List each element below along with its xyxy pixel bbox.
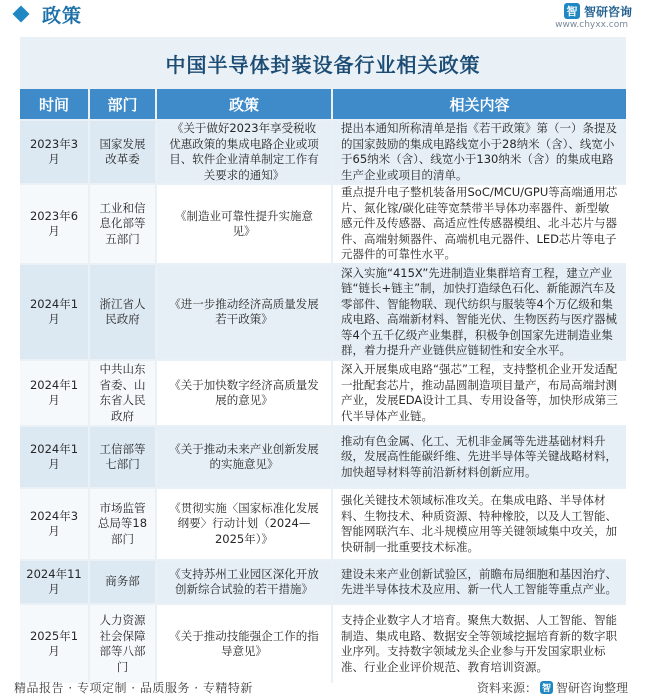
- table-row: [20, 183, 626, 263]
- source-credit: [477, 679, 628, 696]
- brand: [564, 3, 632, 19]
- cell-content: 深入实施“415X”先进制造业集群培育工程，建立产业链“链长+链主”制，加快打造绿色石化、新能源汽车及零部件、智能物联、现代纺织与服装等4个万亿级和集成电路、高端新材料、智能光伏、生物医药与医疗器械等4个五千亿级产业集群，积极争创国家先进制造业集群，着力提升产业链供应链韧性和安全水平。: [333, 265, 626, 359]
- table-row: [20, 603, 626, 683]
- cell-content: 支持企业数字人才培育。聚焦大数据、人工智能、智能制造、集成电路、数据安全等领域挖掘培育新的数字职业序列。支持数字领域龙头企业参与开发国家职业标准、行业企业评价规范、教育培训资源。: [333, 605, 626, 683]
- column-header-content: 相关内容: [333, 89, 626, 119]
- cell-content: 深入开展集成电路“强芯”工程，支持整机企业开发适配一批配套芯片，推动晶圆制造项目量产，布局高端封测产业，发展EDA设计工具、专用设备等，加快形成第三代半导体产业链。: [333, 361, 626, 425]
- cell-time: 2025年1月: [20, 605, 90, 683]
- cell-time: 2023年6月: [20, 185, 90, 263]
- table-row: [20, 425, 626, 487]
- source-logo-icon: 智: [540, 681, 553, 694]
- section-title: 政策: [42, 5, 83, 27]
- cell-time: 2024年1月: [20, 265, 90, 359]
- cell-time: 2024年1月: [20, 361, 90, 425]
- diamond-icon: [13, 6, 30, 23]
- column-header-time: 时间: [20, 89, 90, 119]
- cell-dept: 工业和信息化部等五部门: [90, 185, 157, 263]
- cell-dept: 国家发展改革委: [90, 121, 157, 183]
- cell-dept: 浙江省人民政府: [90, 265, 157, 359]
- cell-time: 2024年3月: [20, 489, 90, 559]
- table-row: [20, 559, 626, 603]
- cell-policy: 《关于推动技能强企工作的指导意见》: [157, 605, 333, 683]
- source-label: 资料来源：: [476, 681, 537, 695]
- cell-content: 推动有色金属、化工、无机非金属等先进基础材料升级，发展高性能碳纤维、先进半导体等关键战略材料，加快超导材料等前沿新材料创新应用。: [333, 427, 626, 487]
- cell-dept: 中共山东省委、山东省人民政府: [90, 361, 157, 425]
- cell-policy: 《制造业可靠性提升实施意见》: [157, 185, 333, 263]
- cell-dept: 市场监管总局等18部门: [90, 489, 157, 559]
- table-row: [20, 359, 626, 425]
- cell-policy: 《关于加快数字经济高质量发展的意见》: [157, 361, 333, 425]
- table-header: [20, 89, 626, 119]
- cell-policy: 《贯彻实施〈国家标准化发展纲要〉行动计划（2024—2025年）》: [157, 489, 333, 559]
- policy-table: [20, 89, 626, 683]
- cell-content: 重点提升电子整机装备用SoC/MCU/GPU等高端通用芯片、氮化镓/碳化硅等宽禁带半导体功率器件、新型敏感元件及传感器、高适应性传感器模组、北斗芯片与器件、高端射频器件、高端机电元器件、LED芯片等电子元器件的可靠性水平。: [333, 185, 626, 263]
- cell-content: 提出本通知所称清单是指《若干政策》第（一）条提及的国家鼓励的集成电路线宽小于28纳米（含）、线宽小于65纳米（含）、线宽小于130纳米（含）的集成电路生产企业或项目的清单。: [333, 121, 626, 183]
- cell-content: 强化关键技术领域标准攻关。在集成电路、半导体材料、生物技术、种质资源、特种橡胶，以及人工智能、智能网联汽车、北斗规模应用等关键领域集中攻关，加快研制一批重要技术标准。: [333, 489, 626, 559]
- cell-time: 2024年11月: [20, 561, 90, 603]
- footer-tagline: 精品报告 · 专项定制 · 品质服务 · 专精特新: [14, 681, 253, 695]
- brand-name: 智研咨询: [583, 4, 632, 19]
- cell-dept: 人力资源社会保障部等八部门: [90, 605, 157, 683]
- cell-policy: 《关于推动未来产业创新发展的实施意见》: [157, 427, 333, 487]
- policy-panel: [20, 37, 626, 674]
- cell-content: 建设未来产业创新试验区，前瞻布局细胞和基因治疗、先进半导体技术及应用、新一代人工智能等重点产业。: [333, 561, 626, 603]
- column-header-dept: 部门: [90, 89, 157, 119]
- cell-policy: 《支持苏州工业园区深化开放创新综合试验的若干措施》: [157, 561, 333, 603]
- cell-dept: 商务部: [90, 561, 157, 603]
- cell-policy: 《关于做好2023年享受税收优惠政策的集成电路企业或项目、软件企业清单制定工作有关要求的通知》: [157, 121, 333, 183]
- brand-logo-icon: 智: [564, 3, 580, 19]
- footer: [0, 675, 646, 700]
- table-row: [20, 263, 626, 359]
- cell-dept: 工信部等七部门: [90, 427, 157, 487]
- column-header-policy: 政策: [157, 89, 333, 119]
- cell-time: 2023年3月: [20, 121, 90, 183]
- table-title: 中国半导体封装设备行业相关政策: [165, 52, 481, 77]
- cell-time: 2024年1月: [20, 427, 90, 487]
- cell-policy: 《进一步推动经济高质量发展若干政策》: [157, 265, 333, 359]
- table-row: [20, 487, 626, 559]
- brand-url: www.chyxx.com: [555, 20, 628, 30]
- source-name: 智研咨询整理: [555, 681, 628, 695]
- top-bar: [0, 0, 646, 28]
- table-row: [20, 119, 626, 183]
